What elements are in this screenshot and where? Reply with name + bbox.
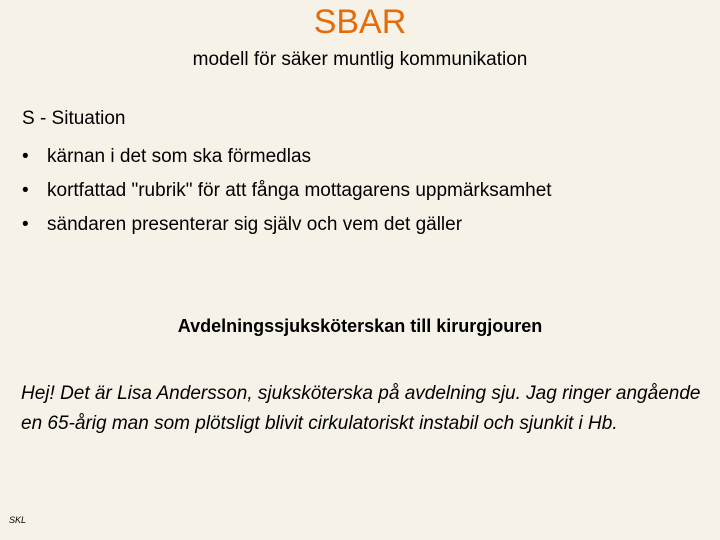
example-heading: Avdelningssjuksköterskan till kirurgjouren <box>177 316 543 336</box>
example-text: Hej! Det är Lisa Andersson, sjuksköterska på avdelning sju. Jag ringer angående en 65-årig man som plötsligt blivit cirkulatoriskt instabil och sjunkit i Hb. <box>21 383 701 434</box>
footer-label: SKL <box>9 515 27 525</box>
slide-title: SBAR <box>313 3 407 41</box>
section-heading: S - Situation <box>22 108 126 129</box>
slide-subtitle: modell för säker muntlig kommunikation <box>192 49 528 70</box>
bullet-item: • sändaren presenterar sig själv och vem det gäller <box>22 208 552 242</box>
bullet-item: • kärnan i det som ska förmedlas <box>22 140 552 174</box>
bullet-list <box>22 140 552 242</box>
bullet-item: • kortfattad "rubrik" för att fånga mottagarens uppmärksamhet <box>22 174 552 208</box>
